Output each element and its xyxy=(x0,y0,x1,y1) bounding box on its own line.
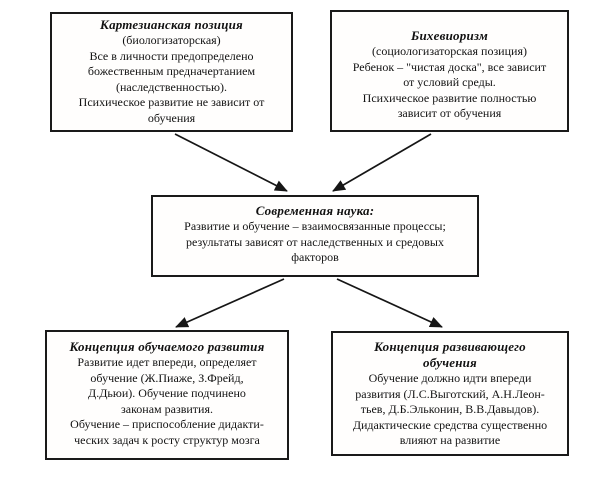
box-text-line: результаты зависят от наследственных и средовых xyxy=(186,234,444,249)
box-modern-science xyxy=(151,195,479,277)
box-text-line: законам развития. xyxy=(121,401,213,416)
box-text-line: Все в личности предопределено xyxy=(89,48,254,63)
box-trainable-title: Концепция обучаемого развития xyxy=(69,339,265,354)
box-text-line: Психическое развитие не зависит от xyxy=(78,95,265,109)
box-text-line: развития (Л.С.Выготский, А.Н.Леон- xyxy=(355,386,545,401)
arrow-modern-to-developmental xyxy=(337,279,442,327)
box-text-line: факторов xyxy=(291,250,339,264)
box-text-line: Ребенок – "чистая доска", все зависит xyxy=(352,59,547,74)
arrow-behaviorism-to-modern xyxy=(333,134,431,191)
box-text-line: (социологизаторская позиция) xyxy=(372,44,527,58)
box-behaviorism-title: Бихевиоризм xyxy=(411,28,488,43)
box-text-line: ческих задач к росту структур мозга xyxy=(74,432,260,447)
box-text-line: Развитие и обучение – взаимосвязанные процессы; xyxy=(184,219,446,233)
box-developmental-teaching-concept xyxy=(331,331,569,456)
box-text-line: тьев, Д.Б.Эльконин, В.В.Давыдов). xyxy=(360,402,540,416)
box-modern-science-title: Современная наука: xyxy=(255,203,375,218)
box-text-line: Дидактические средства существенно xyxy=(352,417,548,432)
arrow-cartesian-to-modern xyxy=(175,134,287,191)
box-trainable-development-concept xyxy=(45,330,289,460)
box-text-line: зависит от обучения xyxy=(397,106,502,120)
arrow-modern-to-trainable xyxy=(176,279,284,327)
box-cartesian-title: Картезианская позиция xyxy=(100,17,243,32)
box-text-line: (биологизаторская) xyxy=(122,33,221,47)
box-text-line: Обучение должно идти впереди xyxy=(368,371,532,385)
box-text-line: обучения xyxy=(147,110,196,125)
box-text-line: Развитие идет впереди, определяет xyxy=(77,355,257,369)
box-text-line: от условий среды. xyxy=(403,75,496,89)
box-text-line: (наследственностью). xyxy=(116,79,227,94)
box-text-line: обучение (Ж.Пиаже, З.Фрейд, xyxy=(90,370,244,385)
box-text-line: Д.Дьюи). Обучение подчинено xyxy=(88,386,246,400)
box-text-line: Психическое развитие полностью xyxy=(362,90,537,105)
box-developmental-title: Концепция развивающего обучения xyxy=(374,339,526,370)
box-behaviorism xyxy=(330,10,569,132)
box-text-line: влияют на развитие xyxy=(399,433,501,447)
box-cartesian-position xyxy=(50,12,293,132)
box-text-line: Обучение – приспособление дидакти- xyxy=(70,417,264,431)
box-text-line: божественным предначертанием xyxy=(87,64,256,78)
